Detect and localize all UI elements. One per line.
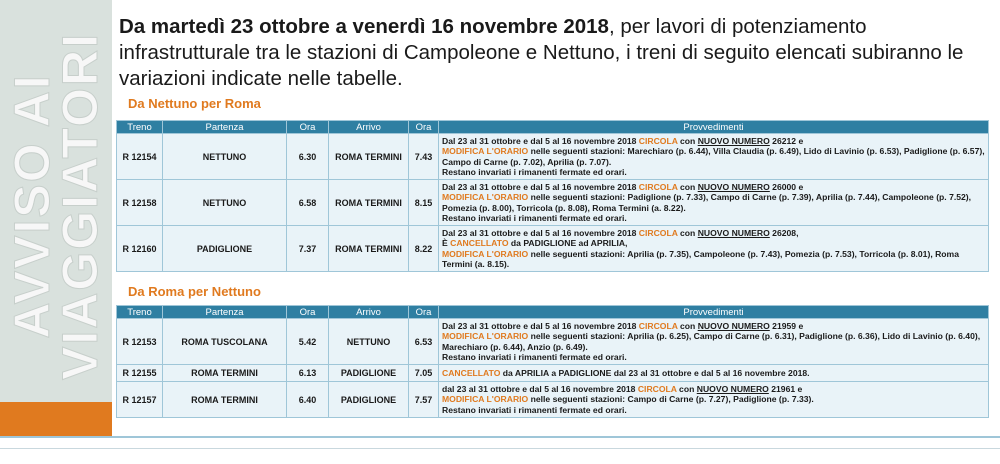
cell-ora: 6.13	[287, 365, 329, 382]
cell-partenza: NETTUNO	[163, 134, 287, 180]
cell-arrivo: ROMA TERMINI	[329, 134, 409, 180]
cell-ora-arrivo: 7.43	[409, 134, 439, 180]
col-ora: Ora	[287, 121, 329, 134]
sidebar-title-line1: AVVISO AI	[4, 73, 60, 339]
cell-arrivo: ROMA TERMINI	[329, 180, 409, 226]
sidebar-banner	[0, 0, 112, 436]
cell-ora-arrivo: 6.53	[409, 319, 439, 365]
table-row	[117, 319, 989, 365]
cell-treno: R 12155	[117, 365, 163, 382]
cell-partenza: ROMA TUSCOLANA	[163, 319, 287, 365]
col-arrivo: Arrivo	[329, 121, 409, 134]
table-row	[117, 382, 989, 418]
cell-ora-arrivo: 7.05	[409, 365, 439, 382]
sidebar-vertical-title	[4, 32, 108, 380]
cell-provvedimenti: dal 23 al 31 ottobre e dal 5 al 16 novembre 2018 CIRCOLA con NUOVO NUMERO 21961 e MODIFICA L'ORARIO nelle seguenti stazioni: Campo di Carne (p. 7.27), Padiglione (p. 7.33). Restano invariati i rimanenti fermate ed orari.	[439, 382, 989, 418]
cell-provvedimenti: CANCELLATO da APRILIA a PADIGLIONE dal 23 al 31 ottobre e dal 5 al 16 novembre 2018.	[439, 365, 989, 382]
cell-treno: R 12158	[117, 180, 163, 226]
col-ora-arrivo: Ora	[409, 121, 439, 134]
col-treno: Treno	[117, 306, 163, 319]
cell-treno: R 12160	[117, 226, 163, 272]
cell-ora: 6.58	[287, 180, 329, 226]
cell-ora: 7.37	[287, 226, 329, 272]
sidebar-title-line2: VIAGGIATORI	[52, 32, 108, 380]
heading-text: , per lavori di potenziamento infrastrutturale tra le stazioni di Campoleone e Nettuno, i treni di seguito elencati subiranno le variazioni indicate nelle tabelle.	[119, 15, 964, 90]
cell-provvedimenti: Dal 23 al 31 ottobre e dal 5 al 16 novembre 2018 CIRCOLA con NUOVO NUMERO 26000 e MODIFICA L'ORARIO nelle seguenti stazioni: Padiglione (p. 7.33), Campo di Carne (p. 7.39), Aprilia (p. 7.44), Campoleone (p. 7.52), Pomezia (p. 8.00), Torricola (p. 8.08), Roma Termini (a. 8.22). Restano invariati i rimanenti fermate ed orari.	[439, 180, 989, 226]
cell-arrivo: PADIGLIONE	[329, 382, 409, 418]
cell-ora: 5.42	[287, 319, 329, 365]
section-title-nettuno-roma: Da Nettuno per Roma	[128, 96, 261, 111]
cell-partenza: PADIGLIONE	[163, 226, 287, 272]
cell-partenza: ROMA TERMINI	[163, 365, 287, 382]
col-provvedimenti: Provvedimenti	[439, 121, 989, 134]
col-partenza: Partenza	[163, 121, 287, 134]
cell-treno: R 12154	[117, 134, 163, 180]
cell-treno: R 12157	[117, 382, 163, 418]
table-row	[117, 180, 989, 226]
cell-ora-arrivo: 8.15	[409, 180, 439, 226]
col-ora-arrivo: Ora	[409, 306, 439, 319]
sidebar-orange-block	[0, 402, 112, 436]
cell-treno: R 12153	[117, 319, 163, 365]
cell-arrivo: PADIGLIONE	[329, 365, 409, 382]
table-row	[117, 226, 989, 272]
col-arrivo: Arrivo	[329, 306, 409, 319]
cell-partenza: NETTUNO	[163, 180, 287, 226]
cell-ora-arrivo: 7.57	[409, 382, 439, 418]
notice-heading	[119, 14, 991, 92]
cell-ora-arrivo: 8.22	[409, 226, 439, 272]
table-nettuno-roma	[116, 120, 989, 272]
cell-provvedimenti: Dal 23 al 31 ottobre e dal 5 al 16 novembre 2018 CIRCOLA con NUOVO NUMERO 26212 e MODIFICA L'ORARIO nelle seguenti stazioni: Marechiaro (p. 6.44), Villa Claudia (p. 6.49), Lido di Lavinio (p. 6.53), Padiglione (p. 6.57), Campo di Carne (p. 7.02), Aprilia (p. 7.07). Restano invariati i rimanenti fermate ed orari.	[439, 134, 989, 180]
cell-provvedimenti: Dal 23 al 31 ottobre e dal 5 al 16 novembre 2018 CIRCOLA con NUOVO NUMERO 26208, È CANCELLATO da PADIGLIONE ad APRILIA, MODIFICA L'ORARIO nelle seguenti stazioni: Aprilia (p. 7.35), Campoleone (p. 7.43), Pomezia (p. 7.53), Torricola (p. 8.01), Roma Termini (a. 8.15).	[439, 226, 989, 272]
heading-dates: Da martedì 23 ottobre a venerdì 16 novembre 2018	[119, 15, 609, 38]
col-partenza: Partenza	[163, 306, 287, 319]
cell-ora: 6.30	[287, 134, 329, 180]
cell-partenza: ROMA TERMINI	[163, 382, 287, 418]
cell-arrivo: NETTUNO	[329, 319, 409, 365]
table-row	[117, 365, 989, 382]
table-row	[117, 134, 989, 180]
table-roma-nettuno	[116, 305, 989, 418]
table-header-row	[117, 121, 989, 134]
bottom-border	[0, 436, 1000, 464]
col-provvedimenti: Provvedimenti	[439, 306, 989, 319]
col-ora: Ora	[287, 306, 329, 319]
main-content	[112, 0, 1000, 436]
bottom-divider	[0, 448, 1000, 449]
table-header-row	[117, 306, 989, 319]
cell-provvedimenti: Dal 23 al 31 ottobre e dal 5 al 16 novembre 2018 CIRCOLA con NUOVO NUMERO 21959 e MODIFICA L'ORARIO nelle seguenti stazioni: Aprilia (p. 6.25), Campo di Carne (p. 6.31), Padiglione (p. 6.36), Lido di Lavinio (p. 6.40), Marechiaro (p. 6.44), Anzio (p. 6.49). Restano invariati i rimanenti fermate ed orari.	[439, 319, 989, 365]
cell-ora: 6.40	[287, 382, 329, 418]
col-treno: Treno	[117, 121, 163, 134]
section-title-roma-nettuno: Da Roma per Nettuno	[128, 284, 261, 299]
cell-arrivo: ROMA TERMINI	[329, 226, 409, 272]
